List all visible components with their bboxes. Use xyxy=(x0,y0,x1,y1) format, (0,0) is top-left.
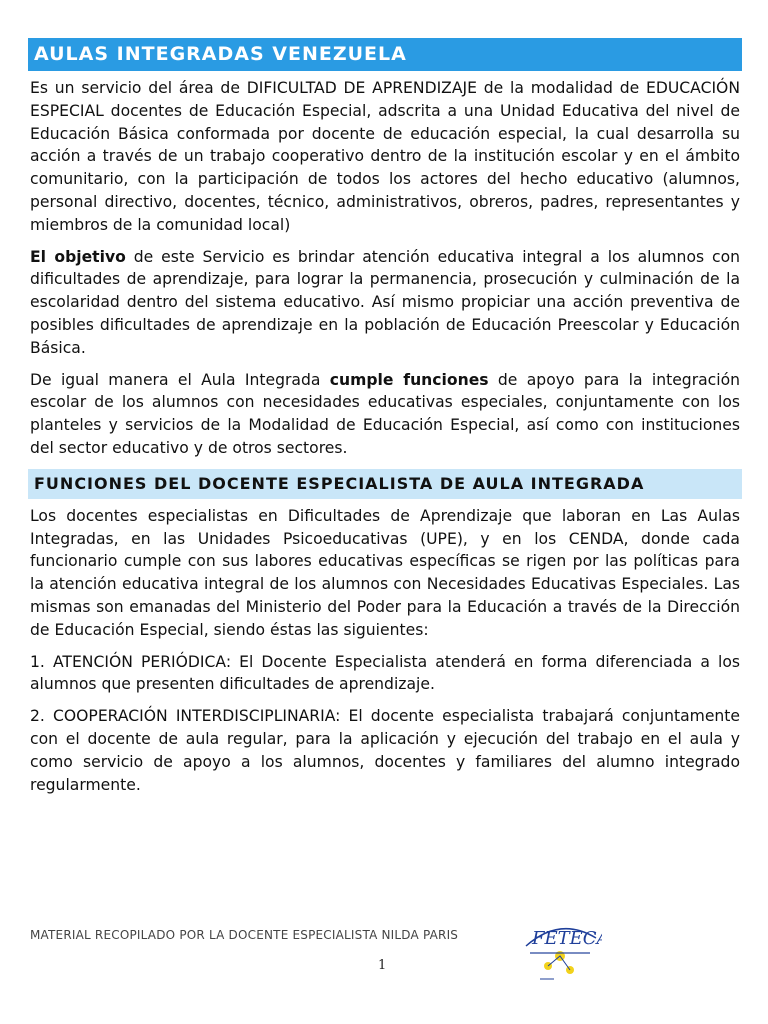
list-item-cooperation: 2. COOPERACIÓN INTERDISCIPLINARIA: El docente especialista trabajará conjuntamente con el docente de aula regular, para la aplicación y ejecución del trabajo en el aula y como servicio de apoyo a los alumnos, docentes y familiares del alumno integrado regularmente. xyxy=(30,707,740,794)
objective-paragraph xyxy=(28,246,742,360)
intro-paragraph: Es un servicio del área de DIFICULTAD DE APRENDIZAJE de la modalidad de EDUCACIÓN ESPECIAL docentes de Educación Especial, adscrita a una Unidad Educativa del nivel de Educación Básica conformada por docente de educación especial, la cual desarrolla su acción a través de un trabajo cooperativo dentro de la institución escolar y en el ámbito comunitario, con la participación de todos los actores del hecho educativo (alumnos, personal directivo, docentes, técnico, administrativos, obreros, padres, representantes y miembros de la comunidad local) xyxy=(30,79,740,234)
section-heading: FUNCIONES DEL DOCENTE ESPECIALISTA DE AULA INTEGRADA xyxy=(28,469,742,499)
objective-text: de este Servicio es brindar atención educativa integral a los alumnos con dificultades de aprendizaje, para lograr la permanencia, prosecución y culminación de la escolaridad dentro del sistema educativo. Así mismo propiciar una acción preventiva de posibles dificultades de aprendizaje en la población de Educación Preescolar y Educación Básica. xyxy=(30,247,741,357)
document-page xyxy=(28,38,742,805)
page-title: AULAS INTEGRADAS VENEZUELA xyxy=(28,38,742,71)
functions-text-start: De igual manera el Aula Integrada xyxy=(30,370,330,389)
functions-text-rest: de apoyo para la integración escolar de los alumnos con necesidades educativas especiales, conjuntamente con los planteles y servicios de la Modalidad de Educación Especial, así como con instituciones del sector educativo y de otros sectores. xyxy=(30,370,740,457)
feteca-logo xyxy=(520,908,602,984)
feteca-logo-icon xyxy=(520,908,602,984)
list-item-attention: 1. ATENCIÓN PERIÓDICA: El Docente Especialista atenderá en forma diferenciada a los alumnos que presenten dificultades de aprendizaje. xyxy=(30,652,740,694)
page-number: 1 xyxy=(378,958,387,973)
functions-paragraph xyxy=(28,369,742,460)
objective-label: El objetivo xyxy=(30,247,126,266)
functions-bold: cumple funciones xyxy=(329,370,489,389)
section-intro-paragraph: Los docentes especialistas en Dificultades de Aprendizaje que laboran en Las Aulas Integradas, en las Unidades Psicoeducativas (UPE), y en los CENDA, donde cada funcionario cumple con sus labores educativas específicas se rigen por las políticas para la atención educativa integral de los alumnos con Necesidades Educativas Especiales. Las mismas son emanadas del Ministerio del Poder para la Educación a través de la Dirección de Educación Especial, siendo éstas las siguientes: xyxy=(30,506,740,639)
footer-credit: MATERIAL RECOPILADO POR LA DOCENTE ESPECIALISTA NILDA PARIS xyxy=(30,928,459,942)
logo-text: FETECA xyxy=(532,928,602,949)
